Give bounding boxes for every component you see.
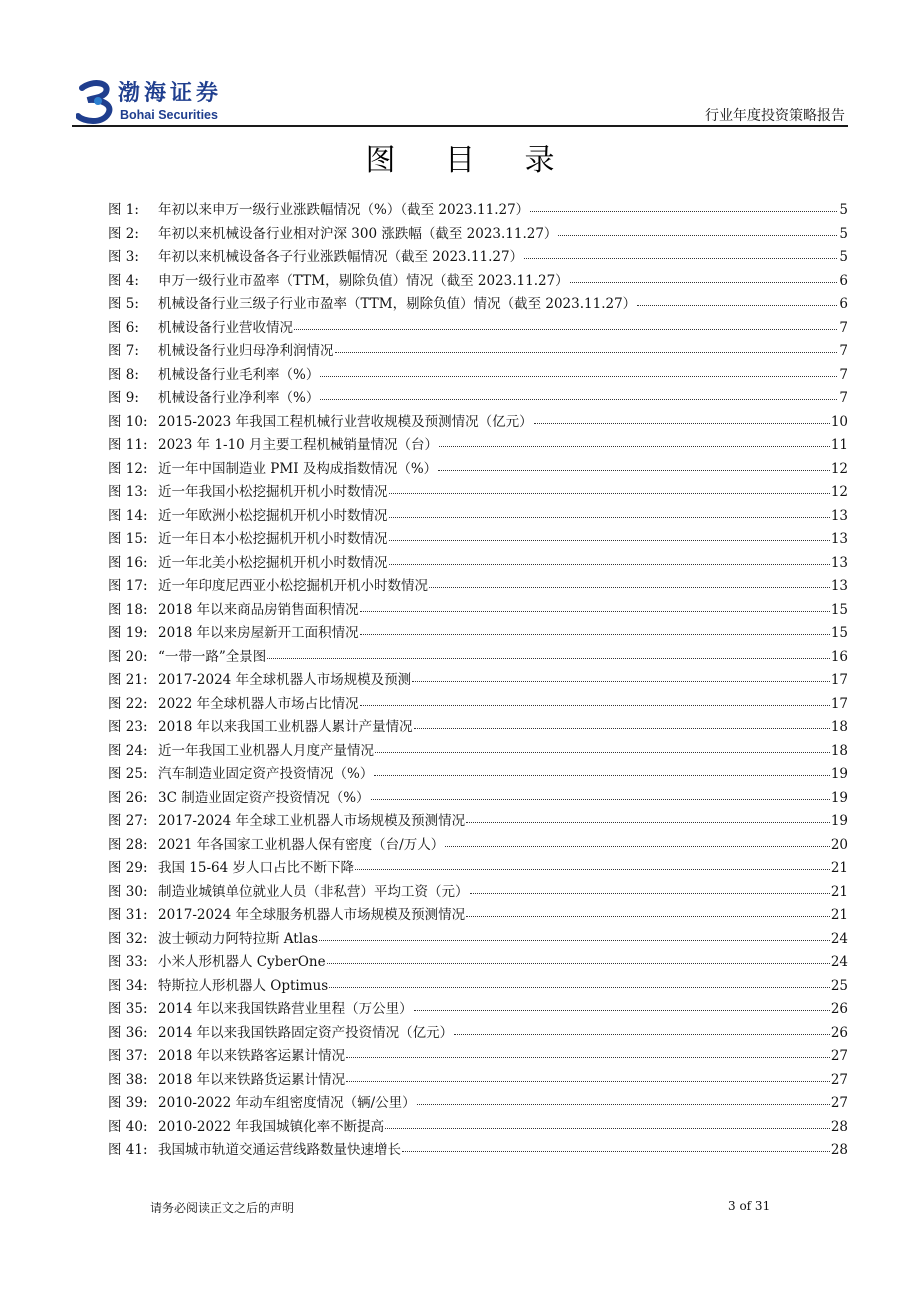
toc-entry-title: 2014 年以来我国铁路营业里程（万公里） [158,1001,413,1017]
toc-entry-title: 近一年北美小松挖掘机开机小时数情况 [158,554,388,571]
toc-entry-page: 13 [830,578,848,594]
toc-entry-title: 近一年欧洲小松挖掘机开机小时数情况 [158,507,388,524]
toc-entry-title: 2018 年以来铁路货运累计情况 [158,1071,346,1088]
page-header [0,0,920,130]
toc-entry-leader [445,836,830,847]
toc-entry-page: 26 [830,1001,848,1017]
toc-entry-number: 图 37: [108,1048,148,1064]
toc-entry-number: 图 19: [108,625,148,641]
toc-entry-number: 图 9: [108,390,139,406]
toc-entry-page: 26 [830,1024,848,1041]
toc-entry-number: 图 40: [108,1118,148,1135]
toc-entry-number: 图 4: [108,272,139,289]
toc-entry[interactable] [108,997,848,1021]
toc-entry-leader [439,436,830,447]
logo-text-en: Bohai Securities [120,108,218,122]
toc-entry-title: 2018 年以来商品房销售面积情况 [158,601,359,618]
toc-entry-number: 图 27: [108,813,148,829]
toc-entry-number: 图 31: [108,907,148,923]
toc-entry[interactable] [108,386,848,410]
toc-entry-page: 24 [830,930,848,947]
toc-entry-page: 7 [839,343,848,359]
toc-entry[interactable] [108,222,848,246]
toc-entry[interactable] [108,269,848,293]
toc-entry[interactable] [108,974,848,998]
toc-entry-number: 图 12: [108,460,148,477]
toc-entry-title: 2018 年以来我国工业机器人累计产量情况 [158,719,413,735]
toc-entry-page: 5 [839,249,848,265]
toc-title: 图 目 录 [365,143,575,178]
toc-entry-page: 17 [830,672,848,688]
toc-entry-title: 3C 制造业固定资产投资情况（%） [158,789,370,806]
toc-entry-number: 图 29: [108,860,148,876]
toc-entry[interactable] [108,457,848,481]
toc-entry-page: 27 [830,1095,848,1111]
toc-entry-leader [371,789,830,800]
toc-entry-page: 6 [839,272,848,289]
bohai-logo [76,80,266,126]
toc-entry[interactable] [108,598,848,622]
toc-entry-title: 近一年我国工业机器人月度产量情况 [158,742,374,759]
toc-entry-title: 年初以来机械设备行业相对沪深 300 涨跌幅（截至 2023.11.27） [158,225,558,242]
toc-entry-page: 7 [839,390,848,406]
toc-entry-title: 2018 年以来房屋新开工面积情况 [158,625,359,641]
toc-entry-leader [360,695,830,706]
toc-entry[interactable] [108,410,848,434]
toc-entry[interactable] [108,833,848,857]
toc-entry-number: 图 20: [108,648,148,665]
toc-entry-leader [329,977,830,988]
toc-entry-number: 图 8: [108,366,139,383]
toc-entry[interactable] [108,339,848,363]
toc-entry[interactable] [108,504,848,528]
toc-entry[interactable] [108,927,848,951]
toc-entry[interactable] [108,739,848,763]
toc-entry-page: 11 [830,437,848,453]
toc-entry-page: 17 [830,695,848,712]
toc-entry[interactable] [108,668,848,692]
toc-entry-page: 13 [830,507,848,524]
toc-entry-title: 近一年中国制造业 PMI 及构成指数情况（%） [158,460,438,477]
toc-entry-page: 13 [830,531,848,547]
toc-entry-leader [414,1000,830,1011]
header-divider [72,125,848,127]
toc-entry-page: 25 [830,977,848,994]
logo-text-cn: 渤海证券 [118,81,223,106]
toc-entry-leader [346,1047,830,1058]
toc-entry-title: 申万一级行业市盈率（TTM，剔除负值）情况（截至 2023.11.27） [158,272,569,289]
toc-entry-title: 2017-2024 年全球工业机器人市场规模及预测情况 [158,813,466,829]
toc-entry-page: 10 [830,413,848,430]
toc-entry[interactable] [108,1068,848,1092]
toc-entry-leader [524,248,837,259]
toc-entry-title: 特斯拉人形机器人 Optimus [158,977,329,994]
toc-entry-leader [360,601,830,612]
toc-entry[interactable] [108,1138,848,1162]
toc-entry-title: 2010-2022 年我国城镇化率不断提高 [158,1118,385,1135]
toc-entry-leader [389,554,830,565]
toc-entry-title: 2017-2024 年全球机器人市场规模及预测 [158,672,412,688]
toc-entry-title: 小米人形机器人 CyberOne [158,954,326,970]
toc-entry-leader [412,671,830,682]
toc-entry-number: 图 39: [108,1095,148,1111]
toc-entry-title: 2017-2024 年全球服务机器人市场规模及预测情况 [158,907,466,923]
toc-entry-leader [267,648,830,659]
toc-entry-page: 19 [830,766,848,782]
toc-entry[interactable] [108,480,848,504]
toc-entry[interactable] [108,527,848,551]
toc-entry-leader [429,577,830,588]
toc-entry[interactable] [108,1021,848,1045]
toc-entry-leader [335,342,838,353]
toc-entry-number: 图 16: [108,554,148,571]
toc-entry[interactable] [108,786,848,810]
toc-entry-number: 图 18: [108,601,148,618]
toc-entry[interactable] [108,433,848,457]
toc-entry-page: 28 [830,1142,848,1158]
toc-entry-leader [327,953,830,964]
toc-entry[interactable] [108,621,848,645]
toc-entry-page: 6 [839,296,848,312]
toc-entry-number: 图 32: [108,930,148,947]
toc-entry-leader [570,272,837,283]
toc-entry-page: 5 [839,202,848,218]
toc-entry-leader [389,507,830,518]
toc-entry-title: 近一年我国小松挖掘机开机小时数情况 [158,484,388,500]
toc-entry-page: 7 [839,319,848,336]
report-type-label: 行业年度投资策略报告 [705,108,845,124]
footer-page-indicator: 3 of 31 [728,1199,771,1213]
toc-entry[interactable] [108,292,848,316]
toc-entry-number: 图 1: [108,202,139,218]
toc-entry-leader [360,624,830,635]
toc-entry[interactable] [108,1044,848,1068]
toc-entry-number: 图 41: [108,1142,148,1158]
toc-entry-page: 21 [830,883,848,900]
toc-entry-number: 图 33: [108,954,148,970]
toc-entry-leader [294,319,837,330]
toc-entry-leader [637,295,837,306]
toc-entry-title: 波士顿动力阿特拉斯 Atlas [158,930,319,947]
toc-entry-page: 27 [830,1048,848,1064]
toc-entry-page: 15 [830,625,848,641]
toc-entry-page: 16 [830,648,848,665]
toc-entry-leader [414,718,830,729]
toc-entry-page: 21 [830,860,848,876]
toc-entry-number: 图 6: [108,319,139,336]
toc-entry-title: 机械设备行业三级子行业市盈率（TTM，剔除负值）情况（截至 2023.11.27） [158,296,637,312]
toc-entry-title: 近一年印度尼西亚小松挖掘机开机小时数情况 [158,578,428,594]
toc-entry-number: 图 23: [108,719,148,735]
toc-entry-leader [385,1118,830,1129]
toc-entry-leader [374,765,829,776]
bohai-logo-icon [76,80,116,124]
toc-entry[interactable] [108,809,848,833]
toc-entry-leader [320,366,837,377]
toc-entry-page: 7 [839,366,848,383]
toc-entry-number: 图 21: [108,672,148,688]
toc-entry[interactable] [108,316,848,340]
toc-entry-number: 图 36: [108,1024,148,1041]
toc-entry[interactable] [108,856,848,880]
toc-entry-page: 18 [830,719,848,735]
toc-entry-leader [466,812,830,823]
toc-entry[interactable] [108,645,848,669]
toc-entry[interactable] [108,762,848,786]
toc-entry[interactable] [108,715,848,739]
toc-entry-leader [534,413,830,424]
toc-entry-title: 机械设备行业归母净利润情况 [158,343,334,359]
toc-entry-title: 2021 年各国家工业机器人保有密度（台/万人） [158,836,445,853]
toc-entry-title: 汽车制造业固定资产投资情况（%） [158,766,374,782]
toc-entry-number: 图 13: [108,484,148,500]
toc-entry-title: 我国 15-64 岁人口占比不断下降 [158,860,355,876]
toc-entry-title: 年初以来申万一级行业涨跌幅情况（%）（截至 2023.11.27） [158,202,530,218]
toc-entry-leader [402,1141,830,1152]
toc-entry-title: 2015-2023 年我国工程机械行业营收规模及预测情况（亿元） [158,413,533,430]
toc-entry-page: 15 [830,601,848,618]
toc-entry-number: 图 3: [108,249,139,265]
toc-entry-number: 图 22: [108,695,148,712]
toc-entry-page: 20 [830,836,848,853]
toc-entry[interactable] [108,903,848,927]
toc-entry-leader [417,1094,830,1105]
toc-entry[interactable] [108,363,848,387]
toc-entry[interactable] [108,692,848,716]
toc-entry-number: 图 5: [108,296,139,312]
toc-entry[interactable] [108,880,848,904]
toc-entry-page: 27 [830,1071,848,1088]
toc-entry-title: 制造业城镇单位就业人员（非私营）平均工资（元） [158,883,469,900]
toc-entry-title: 机械设备行业营收情况 [158,319,293,336]
toc-entry[interactable] [108,574,848,598]
toc-entry-number: 图 2: [108,225,139,242]
toc-entry-page: 12 [830,484,848,500]
toc-entry-title: 2014 年以来我国铁路固定资产投资情况（亿元） [158,1024,454,1041]
toc-entry[interactable] [108,198,848,222]
toc-entry-title: “一带一路”全景图 [158,648,267,665]
toc-entry-number: 图 11: [108,437,148,453]
toc-entry-leader [375,742,830,753]
toc-entry-number: 图 15: [108,531,148,547]
toc-entry-title: 2023 年 1-10 月主要工程机械销量情况（台） [158,437,439,453]
toc-entry-title: 2010-2022 年动车组密度情况（辆/公里） [158,1095,416,1111]
toc-entry-number: 图 35: [108,1001,148,1017]
toc-entry-page: 5 [839,225,848,242]
toc-entry[interactable] [108,950,848,974]
toc-entry-leader [466,906,830,917]
toc-entry-leader [389,530,830,541]
toc-entry-leader [320,389,837,400]
toc-entry-title: 2022 年全球机器人市场占比情况 [158,695,359,712]
toc-entry[interactable] [108,551,848,575]
toc-entry-number: 图 26: [108,789,148,806]
toc-entry-leader [389,483,830,494]
toc-entry-leader [355,859,830,870]
toc-entry-leader [438,460,830,471]
toc-entry-number: 图 38: [108,1071,148,1088]
toc-entry-leader [346,1071,830,1082]
toc-entry-page: 24 [830,954,848,970]
toc-entry-number: 图 34: [108,977,148,994]
toc-entry-page: 21 [830,907,848,923]
toc-entry-page: 19 [830,813,848,829]
toc-entry-number: 图 10: [108,413,148,430]
toc-entry-title: 近一年日本小松挖掘机开机小时数情况 [158,531,388,547]
toc-entry-number: 图 7: [108,343,139,359]
toc-entry-page: 28 [830,1118,848,1135]
toc-entry-title: 2018 年以来铁路客运累计情况 [158,1048,346,1064]
toc-entry[interactable] [108,1115,848,1139]
toc-entry-leader [558,225,837,236]
toc-entry-page: 18 [830,742,848,759]
toc-entry-page: 12 [830,460,848,477]
toc-entry-leader [319,930,830,941]
toc-entry-title: 机械设备行业毛利率（%） [158,366,320,383]
toc-entry[interactable] [108,1091,848,1115]
toc-entry-page: 13 [830,554,848,571]
toc-entry-number: 图 17: [108,578,148,594]
toc-entry-title: 机械设备行业净利率（%） [158,390,320,406]
toc-entry-leader [470,883,830,894]
footer-disclaimer: 请务必阅读正文之后的声明 [150,1201,295,1215]
toc-entry-leader [454,1024,830,1035]
toc-entry-leader [530,201,837,212]
toc-entry-number: 图 14: [108,507,148,524]
toc-entry-number: 图 28: [108,836,148,853]
figure-toc-list [108,198,848,1162]
toc-entry-page: 19 [830,789,848,806]
toc-entry-title: 年初以来机械设备各子行业涨跌幅情况（截至 2023.11.27） [158,249,524,265]
toc-entry[interactable] [108,245,848,269]
toc-entry-number: 图 24: [108,742,148,759]
toc-entry-title: 我国城市轨道交通运营线路数量快速增长 [158,1142,401,1158]
toc-entry-number: 图 30: [108,883,148,900]
toc-entry-number: 图 25: [108,766,148,782]
